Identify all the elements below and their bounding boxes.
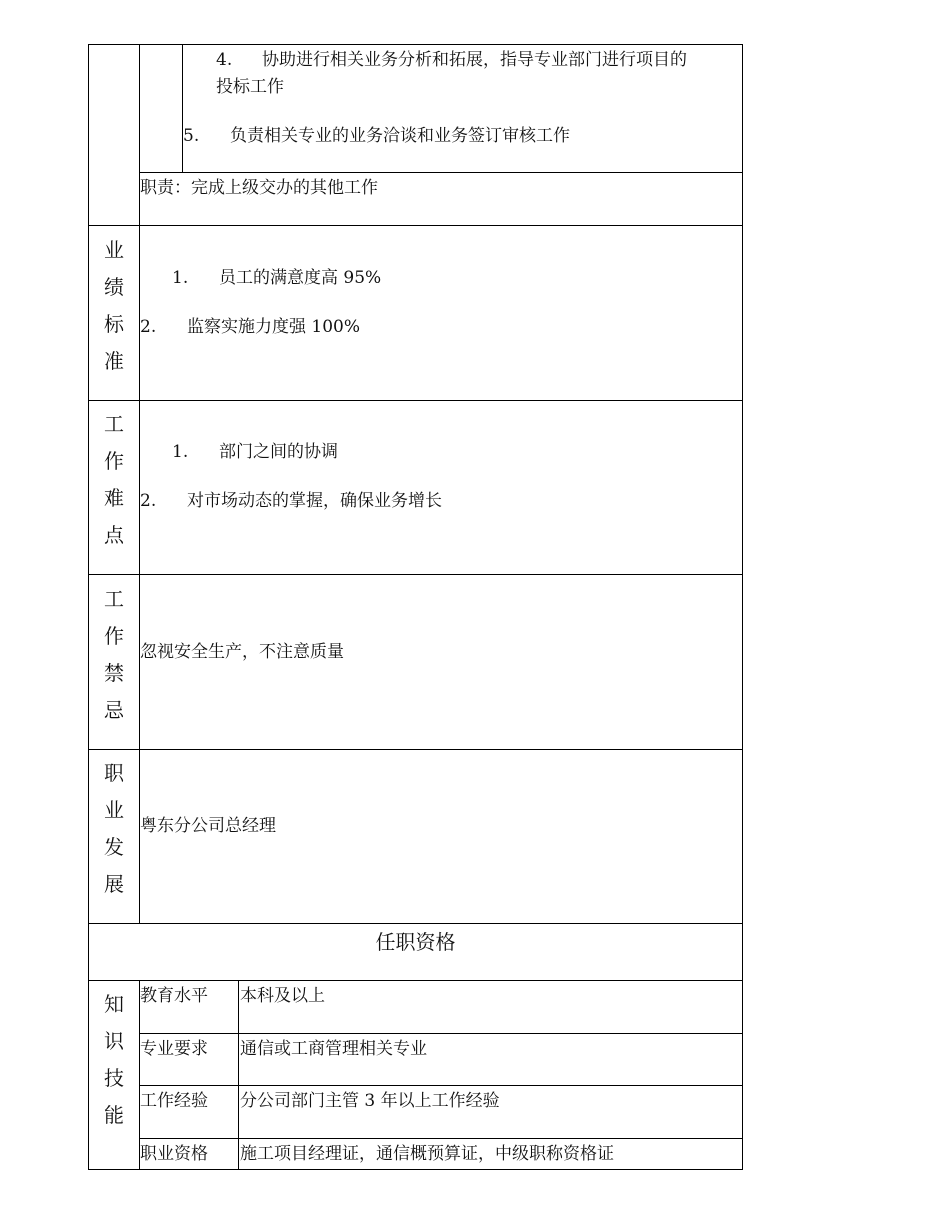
nested-column-divider <box>182 44 183 173</box>
qual-key-certification: 职业资格 <box>140 1144 208 1164</box>
difficulty-item-2-number: 2. <box>140 491 157 511</box>
item-4-number: 4. <box>216 50 233 70</box>
table-border-top <box>88 44 743 45</box>
performance-item-1-text: 员工的满意度高 95% <box>219 268 382 288</box>
duty-line: 职责：完成上级交办的其他工作 <box>140 178 378 198</box>
row-divider-taboo-top <box>88 574 743 575</box>
item-4-text-line2: 投标工作 <box>216 77 284 97</box>
row-divider-difficulty-top <box>88 400 743 401</box>
row-divider-career-top <box>88 749 743 750</box>
qualifications-heading: 任职资格 <box>375 930 456 954</box>
row-divider-qual-heading-top <box>88 923 743 924</box>
item-5-text: 负责相关专业的业务洽谈和业务签订审核工作 <box>230 126 570 146</box>
performance-label: 业 绩 标 准 <box>104 238 124 373</box>
taboo-label: 工 作 禁 忌 <box>104 587 124 722</box>
taboo-text: 忽视安全生产，不注意质量 <box>140 642 344 662</box>
row-divider-duty-top <box>139 172 743 173</box>
career-text: 粤东分公司总经理 <box>140 816 276 836</box>
qual-value-experience: 分公司部门主管 3 年以上工作经验 <box>240 1091 500 1111</box>
row-divider-qual-3 <box>139 1138 743 1139</box>
qual-key-education: 教育水平 <box>140 986 208 1006</box>
row-divider-qual-top <box>88 980 743 981</box>
table-border-bottom <box>88 1169 743 1170</box>
performance-item-2-number: 2. <box>140 317 157 337</box>
qual-key-major: 专业要求 <box>140 1039 208 1059</box>
performance-item-1-number: 1. <box>172 268 189 288</box>
item-4-text-line1: 协助进行相关业务分析和拓展，指导专业部门进行项目的 <box>262 50 687 70</box>
qual-key-experience: 工作经验 <box>140 1091 208 1111</box>
label-column-divider <box>139 44 140 924</box>
difficulty-label: 工 作 难 点 <box>104 412 124 547</box>
row-divider-qual-1 <box>139 1033 743 1034</box>
qual-value-major: 通信或工商管理相关专业 <box>240 1039 427 1059</box>
qual-value-education: 本科及以上 <box>240 986 325 1006</box>
qual-key-divider <box>238 981 239 1170</box>
performance-item-2-text: 监察实施力度强 100% <box>187 317 361 337</box>
difficulty-item-2-text: 对市场动态的掌握，确保业务增长 <box>187 491 442 511</box>
qual-value-certification: 施工项目经理证，通信概预算证，中级职称资格证 <box>240 1144 614 1164</box>
knowledge-skills-label: 知 识 技 能 <box>104 992 124 1127</box>
label-column-divider-2 <box>139 981 140 1170</box>
career-label: 职 业 发 展 <box>104 761 124 896</box>
row-divider-performance-top <box>88 225 743 226</box>
table-border-right <box>742 44 743 1170</box>
difficulty-item-1-number: 1. <box>172 442 189 462</box>
row-divider-qual-2 <box>139 1085 743 1086</box>
difficulty-item-1-text: 部门之间的协调 <box>219 442 338 462</box>
item-5-number: 5. <box>183 126 200 146</box>
